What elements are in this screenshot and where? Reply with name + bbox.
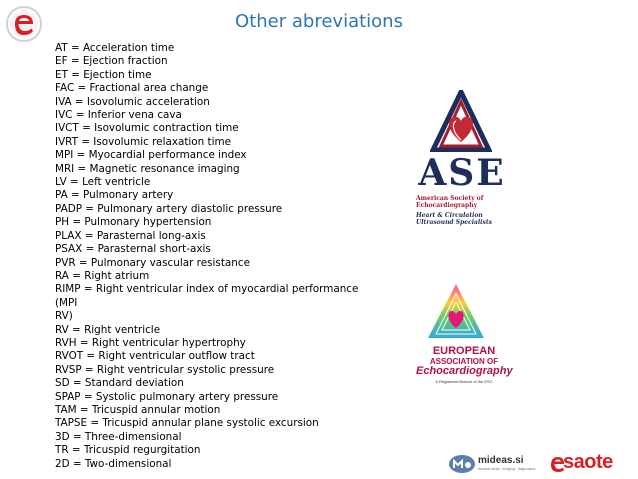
abbreviation-item: IVA = Isovolumic acceleration bbox=[55, 95, 210, 108]
abbreviation-item: PSAX = Parasternal short-axis bbox=[55, 243, 211, 256]
ase-line-2: Echocardiography bbox=[416, 202, 478, 209]
esaote-logo bbox=[549, 451, 633, 475]
abbreviation-item: PH = Pulmonary hypertension bbox=[55, 216, 212, 229]
eae-line-2: ASSOCIATION OF bbox=[429, 357, 499, 366]
abbreviation-item: RIMP = Right ventricular index of myocardial performance (MPI bbox=[55, 283, 359, 309]
abbreviation-item: RV = Right ventricle bbox=[55, 323, 161, 336]
mideas-logo bbox=[448, 453, 538, 475]
abbreviation-item: TAPSE = Tricuspid annular plane systolic excursion bbox=[55, 417, 319, 430]
abbreviation-item: SPAP = Systolic pulmonary artery pressure bbox=[55, 390, 279, 403]
eae-logo bbox=[416, 282, 512, 392]
abbreviation-item: 3D = Three-dimensional bbox=[55, 430, 182, 443]
abbreviation-item: PA = Pulmonary artery bbox=[55, 189, 174, 202]
abbreviation-item: IVRT = Isovolumic relaxation time bbox=[55, 135, 232, 148]
esaote-name: saote bbox=[563, 451, 613, 473]
eae-line-3: Echocardiography bbox=[416, 365, 513, 377]
eae-line-1: EUROPEAN bbox=[432, 345, 496, 357]
abbreviation-item: PVR = Pulmonary vascular resistance bbox=[55, 256, 250, 269]
heart-triangle-icon bbox=[430, 90, 492, 152]
abbreviation-item: PLAX = Parasternal long-axis bbox=[55, 229, 206, 242]
abbreviation-item: FAC = Fractional area change bbox=[55, 82, 209, 95]
abbreviation-item: TR = Tricuspid regurgitation bbox=[55, 444, 201, 457]
abbreviation-item: 2D = Two-dimensional bbox=[55, 457, 172, 470]
abbreviation-item: RVH = Right ventricular hypertrophy bbox=[55, 336, 246, 349]
abbreviation-item: RVSP = Right ventricular systolic pressure bbox=[55, 363, 275, 376]
ase-logo bbox=[412, 90, 512, 240]
abbreviation-item: IVC = Inferior vena cava bbox=[55, 109, 182, 122]
slide-title: Other abreviations bbox=[235, 11, 403, 32]
abbreviation-item: ET = Ejection time bbox=[55, 68, 152, 81]
abbreviation-item: SD = Standard deviation bbox=[55, 377, 184, 390]
abbreviation-item: IVCT = Isovolumic contraction time bbox=[55, 122, 239, 135]
rainbow-heart-icon bbox=[426, 282, 486, 342]
abbreviation-item: PADP = Pulmonary artery diastolic pressure bbox=[55, 202, 283, 215]
abbreviation-item: EF = Ejection fraction bbox=[55, 55, 168, 68]
abbreviation-item: RV) bbox=[55, 310, 73, 323]
abbreviation-item: LV = Left ventricle bbox=[55, 176, 151, 189]
abbreviation-item: MRI = Magnetic resonance imaging bbox=[55, 162, 240, 175]
abbreviation-item: RVOT = Right ventricular outflow tract bbox=[55, 350, 255, 363]
abbreviation-list bbox=[55, 42, 360, 471]
ase-letters: ASE bbox=[418, 152, 506, 194]
abbreviation-item: AT = Acceleration time bbox=[55, 42, 175, 54]
mideas-tagline: medical ideas · imaging · diagnostics bbox=[478, 467, 536, 471]
ase-line-1: American Society of bbox=[416, 195, 484, 202]
abbreviation-item: RA = Right atrium bbox=[55, 269, 150, 282]
ase-line-4: Ultrasound Specialists bbox=[416, 219, 492, 226]
abbreviation-item: TAM = Tricuspid annular motion bbox=[55, 403, 221, 416]
abbreviation-item: MPI = Myocardial performance index bbox=[55, 149, 247, 162]
ase-line-3: Heart & Circulation bbox=[416, 212, 483, 219]
mideas-name: mideas.si bbox=[478, 455, 524, 466]
mideas-badge-icon bbox=[448, 454, 476, 474]
eae-line-4: A Registered Branch of the ESC bbox=[435, 379, 493, 384]
